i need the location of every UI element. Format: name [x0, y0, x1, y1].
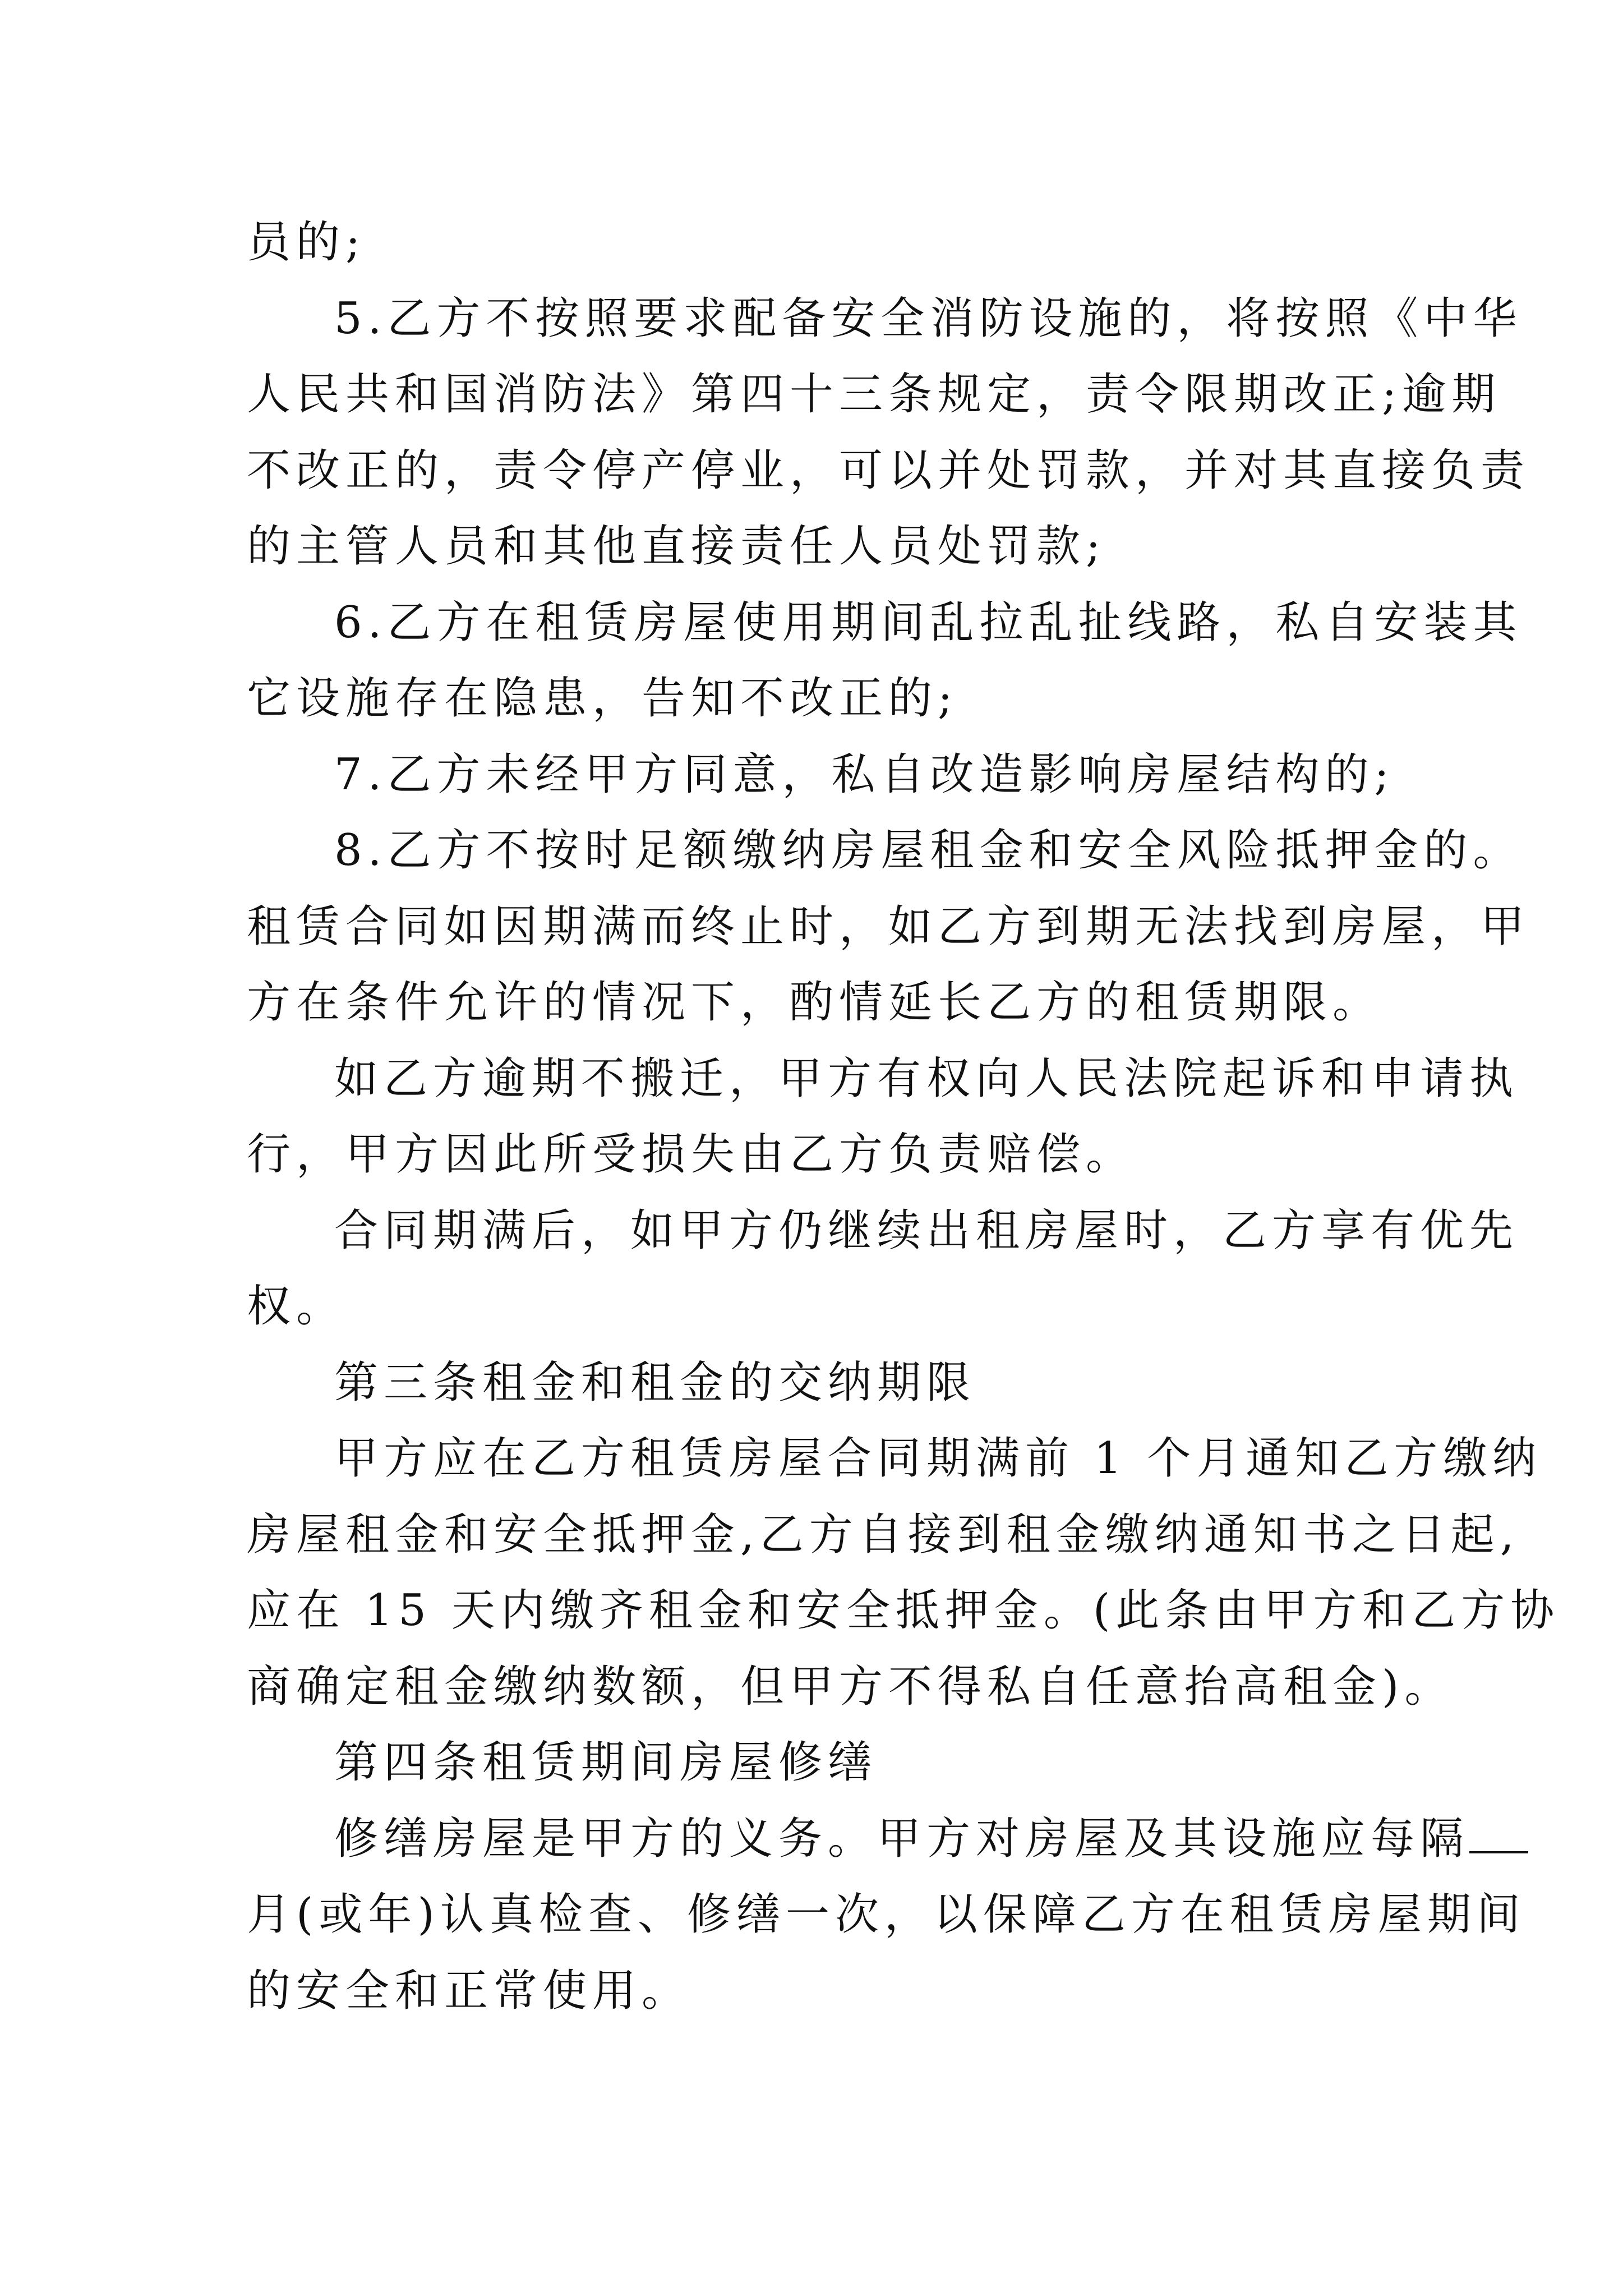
text-line: 方在条件允许的情况下，酌情延长乙方的租赁期限。 — [247, 977, 1382, 1028]
article-3-heading: 第三条租金和租金的交纳期限 — [334, 1357, 976, 1408]
paragraph-start: 如乙方逾期不搬迁，甲方有权向人民法院起诉和申请执 — [334, 1053, 1519, 1104]
text-line: 应在 15 天内缴齐租金和安全抵押金。(此条由甲方和乙方协 — [247, 1585, 1560, 1636]
paragraph-start-with-blank — [247, 1801, 1470, 1878]
text-line: 行，甲方因此所受损失由乙方负责赔偿。 — [247, 1129, 1136, 1180]
text-line: 月(或年)认真检查、修缮一次，以保障乙方在租赁房屋期间 — [247, 1889, 1526, 1940]
clause-8: 8.乙方不按时足额缴纳房屋租金和安全风险抵押金的。 — [334, 825, 1523, 876]
text-line: 权。 — [247, 1281, 346, 1332]
fill-in-blank — [1469, 1812, 1528, 1853]
paragraph-start: 合同期满后，如甲方仍继续出租房屋时，乙方享有优先 — [334, 1205, 1519, 1256]
paragraph-start: 甲方应在乙方租赁房屋合同期满前 1 个月通知乙方缴纳 — [334, 1433, 1542, 1484]
article-4-heading: 第四条租赁期间房屋修缮 — [334, 1737, 878, 1788]
clause-6: 6.乙方在租赁房屋使用期间乱拉乱扯线路，私自安装其 — [334, 597, 1523, 648]
document-page — [247, 205, 1560, 2029]
text-line: 人民共和国消防法》第四十三条规定，责令限期改正;逾期 — [247, 369, 1501, 420]
clause-5: 5.乙方不按照要求配备安全消防设施的，将按照《中华 — [334, 293, 1523, 344]
text-line: 不改正的，责令停产停业，可以并处罚款，并对其直接负责 — [247, 445, 1530, 496]
text-segment: 修缮房屋是甲方的义务。甲方对房屋及其设施应每隔 — [334, 1813, 1470, 1864]
text-line: 租赁合同如因期满而终止时，如乙方到期无法找到房屋，甲 — [247, 901, 1530, 952]
text-line: 房屋租金和安全抵押金,乙方自接到租金缴纳通知书之日起, — [247, 1509, 1520, 1560]
text-line: 员的; — [247, 217, 366, 268]
text-line: 它设施存在隐患，告知不改正的; — [247, 673, 958, 724]
clause-7: 7.乙方未经甲方同意，私自改造影响房屋结构的; — [334, 749, 1395, 800]
text-line: 的主管人员和其他直接责任人员处罚款; — [247, 521, 1106, 572]
text-line: 的安全和正常使用。 — [247, 1965, 691, 2016]
text-line: 商确定租金缴纳数额，但甲方不得私自任意抬高租金)。 — [247, 1661, 1454, 1712]
